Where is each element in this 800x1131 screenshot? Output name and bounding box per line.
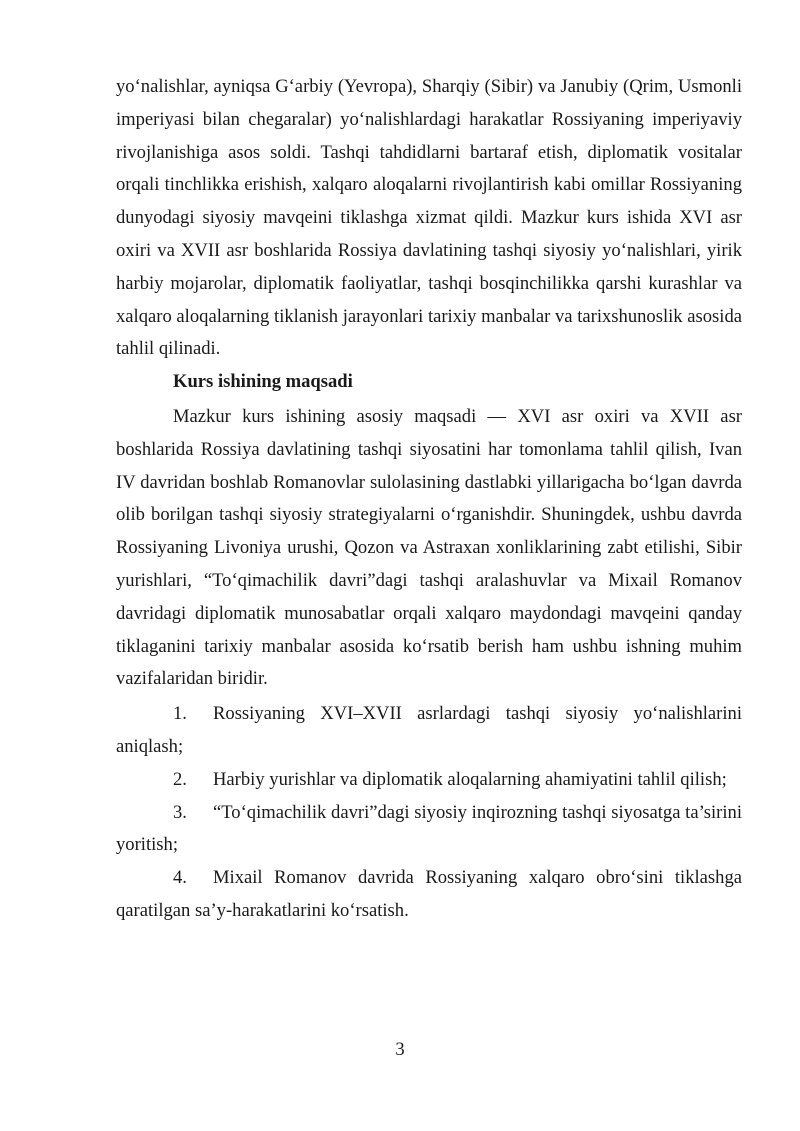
list-item-number: 4. [173,867,187,889]
intro-paragraph: yo‘nalishlar, ayniqsa G‘arbiy (Yevropa), Sharqiy (Sibir) va Janubiy (Qrim, Usmonli imperiyasi bilan chegaralar) yo‘nalishlardagi harakatlar Rossiyaning imperiyaviy rivojlanishiga asos soldi. Tashqi tahdidlarni bartaraf etish, diplomatik vositalar orqali tinchlikka erishish, xalqaro aloqalarni rivojlantirish kabi omillar Rossiyaning dunyodagi siyosiy mavqeini tiklashga xizmat qildi. Mazkur kurs ishida XVI asr oxiri va XVII asr boshlarida Rossiya davlatining tashqi siyosiy yo‘nalishlari, yirik harbiy mojarolar, diplomatik faoliyatlar, tashqi bosqinchilikka qarshi kurashlar va xalqaro aloqalarning tiklanish jarayonlari tarixiy manbalar va tarixshunoslik asosida tahlil qilinadi. [116,76,742,360]
list-item-text: “To‘qimachilik davri”dagi siyosiy inqirozning tashqi siyosatga ta’sirini yoritish; [116,801,742,856]
list-item [116,764,742,797]
goal-paragraph: Mazkur kurs ishining asosiy maqsadi — XVI asr oxiri va XVII asr boshlarida Rossiya davlatining tashqi siyosatini har tomonlama tahlil qilish, Ivan IV davridan boshlab Romanovlar sulolasining dastlabki yillarigacha bo‘lgan davrda olib borilgan tashqi siyosiy strategiyalarni o‘rganishdir. Shuningdek, ushbu davrda Rossiyaning Livoniya urushi, Qozon va Astraxan xonliklarining zabt etilishi, Sibir yurishlari, “To‘qimachilik davri”dagi tashqi aralashuvlar va Mixail Romanov davridagi diplomatik munosabatlar orqali xalqaro maydondagi mavqeini qanday tiklaganini tarixiy manbalar asosida ko‘rsatib berish ham ushbu ishning muhim vazifalaridan biridir. [116,405,742,690]
list-item [116,797,742,863]
section-heading: Kurs ishining maqsadi [173,371,353,393]
task-list [116,698,742,928]
page-number: 3 [395,1039,405,1060]
list-item [116,698,742,764]
list-item [116,862,742,928]
list-item-number: 1. [173,703,187,725]
list-item-number: 2. [173,768,187,790]
list-item-number: 3. [173,801,187,823]
list-item-text: Harbiy yurishlar va diplomatik aloqalarning ahamiyatini tahlil qilish; [213,768,727,790]
page-body [116,71,742,928]
list-item-text: Rossiyaning XVI–XVII asrlardagi tashqi siyosiy yo‘nalishlarini aniqlash; [116,703,742,757]
list-item-text: Mixail Romanov davrida Rossiyaning xalqaro obro‘sini tiklashga qaratilgan sa’y-harakatlarini ko‘rsatish. [116,867,742,921]
